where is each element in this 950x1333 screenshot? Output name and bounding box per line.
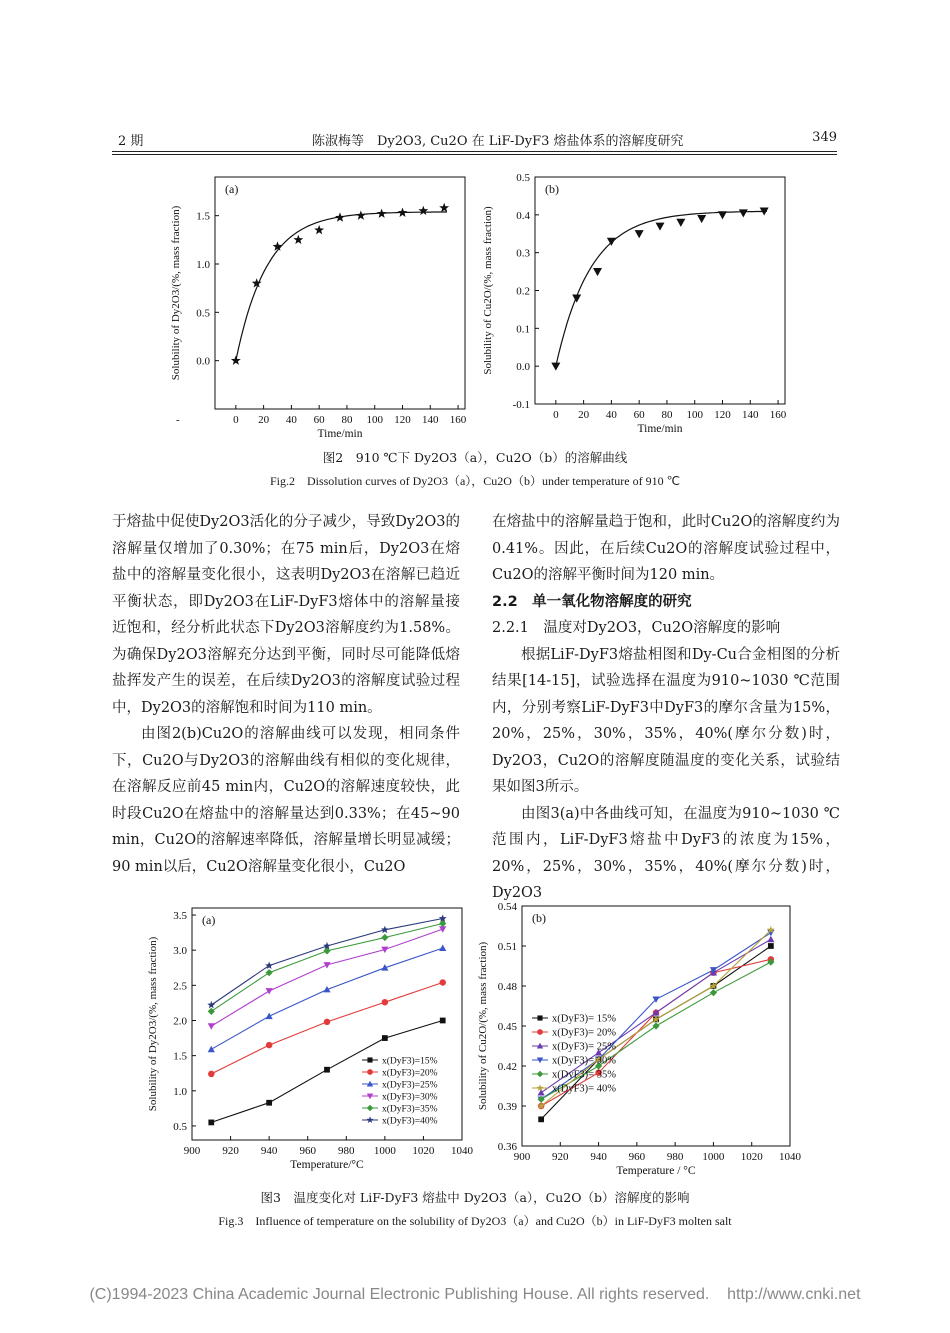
x-tick-label: 20 [578, 409, 590, 421]
fig3-caption-cn: 图3 温度变化对 LiF-DyF3 熔盐中 Dy2O3（a），Cu2O（b）溶解度的影响 [260, 1190, 690, 1205]
panel-label: (a) [202, 913, 216, 927]
data-point [266, 1100, 272, 1106]
data-point [382, 999, 388, 1005]
legend-label: x(DyF3)=40% [382, 1116, 438, 1127]
fig3a-chart [147, 890, 475, 1180]
data-point [676, 219, 685, 227]
data-point [356, 211, 366, 220]
fig2-caption-en: Fig.2 Dissolution curves of Dy2O3（a），Cu2O（b）under temperature of 910 ℃ [269, 474, 681, 488]
legend-label: x(DyF3)=30% [382, 1092, 438, 1103]
data-point [323, 962, 330, 968]
x-tick-label: 60 [313, 414, 325, 426]
data-point [207, 1001, 215, 1009]
paragraph: 在熔盐中的溶解量趋于饱和，此时Cu2O的溶解度约为0.41%。因此，在后续Cu2O的溶解度试验过程中，Cu2O的溶解平衡时间为120 min。 [492, 514, 840, 583]
section-heading: 2.2 单一氧化物溶解度的研究 [492, 593, 692, 610]
subsection-heading: 2.2.1 温度对Dy2O3，Cu2O溶解度的影响 [492, 620, 781, 636]
y-axis-label: Solubility of Dy2O3/(%, mass fraction) [170, 205, 182, 381]
legend-marker [367, 1105, 373, 1111]
data-point [718, 211, 727, 219]
data-point [266, 988, 273, 994]
data-point [208, 1023, 215, 1029]
data-point [335, 212, 345, 221]
y-tick-label: 0.48 [497, 981, 517, 993]
legend-marker [537, 1084, 544, 1091]
data-point [208, 1008, 215, 1015]
x-tick-label: 980 [666, 1151, 684, 1163]
x-tick-label: 1000 [373, 1145, 396, 1157]
plot-frame [535, 177, 785, 404]
x-axis-label: Temperature/°C [290, 1159, 364, 1171]
header-rule-2 [112, 154, 837, 155]
y-tick-label: 1.5 [196, 210, 210, 223]
legend-label: x(DyF3)= 15% [552, 1013, 616, 1025]
data-point [293, 235, 303, 244]
x-tick-label: 960 [628, 1151, 646, 1163]
x-tick-label: 940 [260, 1145, 278, 1157]
data-point [739, 209, 748, 217]
x-tick-label: 160 [449, 414, 467, 426]
data-point [324, 1067, 330, 1073]
data-point [439, 944, 446, 950]
x-tick-label: 940 [590, 1151, 607, 1163]
fig3-caption-en: Fig.3 Influence of temperature on the solubility of Dy2O3（a）and Cu2O（b）in LiF-DyF3 molten salt [218, 1214, 732, 1228]
x-axis-label: Time/min [317, 428, 363, 440]
extra-tick-label: - [176, 414, 180, 426]
data-point [266, 1042, 272, 1048]
x-tick-label: 160 [769, 409, 787, 421]
paragraph: 根据LiF-DyF3熔盐相图和Dy-Cu合金相图的分析结果[14-15]，试验选择在温度为910~1030 ℃范围内，分别考察LiF-DyF3中DyF3的摩尔含量为15%，20%，25%，30%，35%，40%(摩尔分数)时，Dy2O3，Cu2O的溶解度随温度的变化关系，试验结果如图3所示。 [492, 646, 840, 795]
legend-marker [537, 1029, 543, 1035]
panel-label: (b) [532, 911, 546, 925]
y-axis-label: Solubility of Cu2O/(%, mass fraction) [482, 206, 494, 375]
paragraph: 由图3(a)中各曲线可知，在温度为910~1030 ℃范围内，LiF-DyF3熔盐中DyF3的浓度为15%，20%，25%，30%，35%，40%(摩尔分数)时，Dy2O3 [492, 805, 840, 901]
data-point [314, 225, 324, 234]
fit-curve [556, 211, 767, 366]
y-tick-label: 1.5 [173, 1050, 187, 1063]
data-point [381, 934, 388, 941]
x-tick-label: 0 [233, 414, 239, 426]
x-axis-label: Time/min [637, 423, 683, 435]
x-tick-label: 40 [605, 409, 617, 421]
y-tick-label: 0.39 [497, 1101, 517, 1113]
right-column [492, 509, 840, 907]
x-tick-label: 1020 [412, 1145, 435, 1157]
y-tick-label: 1.0 [173, 1085, 187, 1098]
data-point [593, 268, 602, 276]
data-point [381, 926, 389, 933]
x-tick-label: 20 [258, 414, 270, 426]
data-point [398, 208, 408, 217]
data-point [266, 1013, 273, 1019]
data-point [418, 206, 428, 215]
data-point [439, 920, 446, 927]
y-tick-label: 0.42 [497, 1061, 517, 1073]
legend-marker [537, 1071, 543, 1077]
panel-label: (b) [545, 182, 559, 196]
data-point [440, 1018, 446, 1024]
y-tick-label: 0.4 [516, 209, 530, 222]
x-tick-label: 140 [742, 409, 759, 421]
data-point [266, 969, 273, 976]
issue-number: 2 期 [118, 134, 144, 149]
fit-curve [236, 212, 447, 361]
x-tick-label: 1020 [740, 1151, 763, 1163]
left-column [112, 509, 460, 880]
data-point [551, 363, 560, 371]
data-point [323, 947, 330, 954]
y-tick-label: 0.0 [196, 355, 210, 368]
y-tick-label: -0.1 [512, 399, 530, 411]
y-tick-label: 0.0 [516, 361, 530, 374]
y-tick-label: 0.1 [516, 323, 530, 336]
x-tick-label: 100 [366, 414, 383, 426]
legend-marker [367, 1116, 374, 1123]
legend-label: x(DyF3)=35% [382, 1104, 438, 1115]
y-tick-label: 0.2 [516, 285, 530, 298]
copyright-footer: (C)1994-2023 China Academic Journal Electronic Publishing House. All rights reserved. http://www.cnki.net [89, 1286, 861, 1303]
legend-label: x(DyF3)=25% [382, 1080, 438, 1091]
data-point [208, 1120, 214, 1126]
data-point [656, 223, 665, 231]
fig2-caption-cn: 图2 910 ℃下 Dy2O3（a），Cu2O（b）的溶解曲线 [322, 450, 628, 465]
y-tick-label: 3.5 [173, 910, 187, 923]
x-tick-label: 60 [633, 409, 645, 421]
data-point [768, 943, 774, 949]
legend-label: x(DyF3)= 20% [552, 1027, 616, 1039]
y-axis-label: Solubility of Cu2O/(%, mass fraction) [477, 941, 489, 1111]
legend-marker [367, 1069, 373, 1075]
x-tick-label: 920 [552, 1151, 569, 1163]
y-tick-label: 0.36 [497, 1141, 517, 1153]
data-point [538, 1116, 544, 1122]
legend-label: x(DyF3)= 25% [552, 1041, 616, 1053]
legend-label: x(DyF3)= 30% [552, 1055, 616, 1067]
legend-label: x(DyF3)=20% [382, 1068, 438, 1079]
paragraph: 于熔盐中促使Dy2O3活化的分子减少，导致Dy2O3的溶解量仅增加了0.30%；在75 min后，Dy2O3在熔盐中的溶解量变化很小，这表明Dy2O3在溶解已趋近平衡状态，即Dy2O3在LiF-DyF3熔体中的溶解量接近饱和，经分析此状态下Dy2O3溶解度约为1.58%。为确保Dy2O3溶解充分达到平衡，同时尽可能降低熔盐挥发产生的误差，在后续Dy2O3的溶解度试验过程中，Dy2O3的溶解饱和时间为110 min。 [112, 514, 460, 716]
data-point [231, 356, 241, 365]
data-point [635, 230, 644, 238]
data-point [382, 1035, 388, 1041]
y-tick-label: 0.54 [497, 901, 517, 913]
legend-label: x(DyF3)=15% [382, 1056, 438, 1067]
data-point [439, 203, 449, 212]
y-axis-label: Solubility of Dy2O3/(%, mass fraction) [147, 936, 159, 1112]
y-tick-label: 0.45 [497, 1021, 517, 1033]
y-tick-label: 0.51 [497, 941, 517, 953]
y-tick-label: 0.3 [516, 247, 530, 260]
data-point [767, 936, 774, 942]
y-tick-label: 2.5 [173, 980, 187, 993]
legend-marker [367, 1057, 372, 1062]
legend-marker [537, 1015, 542, 1020]
x-tick-label: 140 [422, 414, 439, 426]
fig2b-chart [475, 165, 805, 440]
fig2a-chart [170, 165, 475, 440]
x-tick-label: 1040 [779, 1151, 801, 1163]
y-tick-label: 0.5 [173, 1120, 187, 1133]
x-tick-label: 900 [183, 1145, 201, 1157]
x-axis-label: Temperature / °C [616, 1165, 696, 1177]
data-point [439, 979, 445, 985]
data-point [710, 989, 717, 996]
x-tick-label: 1040 [451, 1145, 473, 1157]
fig3b-chart [470, 890, 810, 1180]
data-point [572, 294, 581, 302]
x-tick-label: 1000 [702, 1151, 725, 1163]
x-tick-label: 40 [285, 414, 297, 426]
y-tick-label: 2.0 [173, 1015, 187, 1028]
x-tick-label: 980 [338, 1145, 355, 1157]
x-tick-label: 120 [394, 414, 411, 426]
x-tick-label: 960 [299, 1145, 316, 1157]
data-point [208, 1071, 214, 1077]
y-tick-label: 0.5 [196, 307, 210, 320]
running-header [112, 128, 837, 152]
x-tick-label: 80 [661, 409, 673, 421]
x-tick-label: 120 [714, 409, 731, 421]
x-tick-label: 0 [553, 409, 559, 421]
x-tick-label: 80 [341, 414, 353, 426]
data-point [208, 1046, 215, 1052]
data-point [377, 209, 387, 218]
panel-label: (a) [225, 182, 239, 196]
legend-label: x(DyF3)= 40% [552, 1083, 616, 1095]
x-tick-label: 900 [513, 1151, 531, 1163]
data-point [652, 1022, 659, 1029]
data-point [324, 1019, 330, 1025]
x-tick-label: 920 [222, 1145, 239, 1157]
y-tick-label: 0.5 [516, 172, 530, 184]
running-title: 陈淑梅等 Dy2O3, Cu2O 在 LiF-DyF3 熔盐体系的溶解度研究 [312, 134, 684, 149]
paragraph: 由图2(b)Cu2O的溶解曲线可以发现，相同条件下，Cu2O与Dy2O3的溶解曲线有相似的变化规律，在溶解反应前45 min内，Cu2O的溶解速度较快，此时段Cu2O在熔盐中的溶解量达到0.33%；在45~90 min，Cu2O的溶解速率降低，溶解量增长明显减缓；90 min以后，Cu2O溶解量变化很小，Cu2O [112, 726, 460, 875]
data-point [697, 215, 706, 223]
x-tick-label: 100 [686, 409, 703, 421]
data-point [273, 241, 283, 250]
header-rule [112, 151, 837, 152]
page-number: 349 [812, 130, 837, 145]
y-tick-label: 1.0 [196, 259, 210, 271]
legend-label: x(DyF3)= 35% [552, 1069, 616, 1081]
y-tick-label: 3.0 [173, 945, 187, 958]
